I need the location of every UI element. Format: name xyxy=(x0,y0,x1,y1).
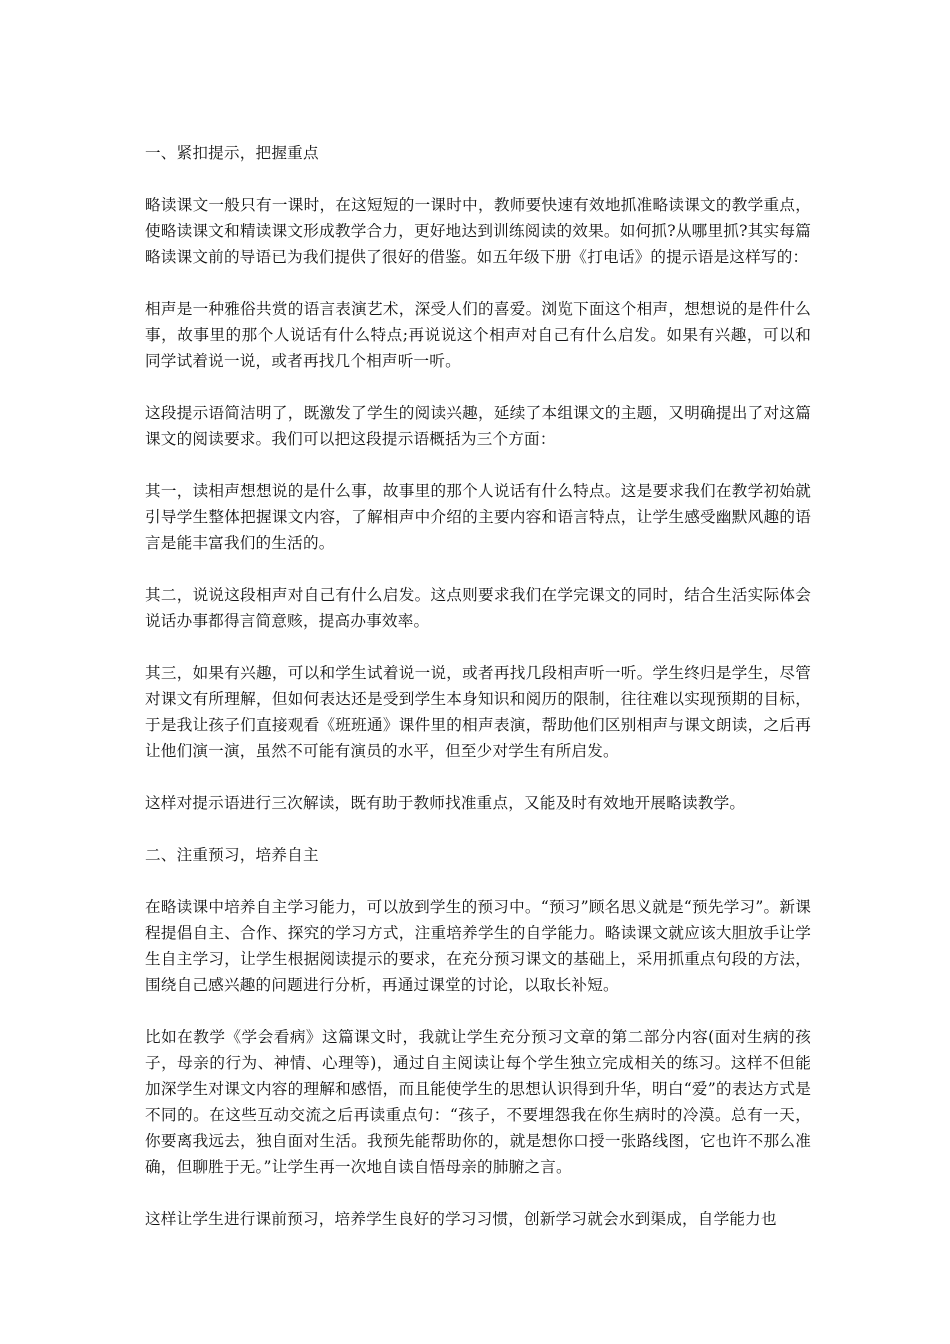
section-heading-1: 一、紧扣提示，把握重点 xyxy=(145,144,319,162)
paragraph: 其三，如果有兴趣，可以和学生试着说一说，或者再找几段相声听一听。学生终归是学生，尽管对课文有所理解，但如何表达还是受到学生本身知识和阅历的限制，往往难以实现预期的目标，于是我让孩子们直接观看《班班通》课件里的相声表演，帮助他们区别相声与课文朗读，之后再让他们演一演，虽然不可能有演员的水平，但至少对学生有所启发。 xyxy=(145,664,811,760)
paragraph: 比如在教学《学会看病》这篇课文时，我就让学生充分预习文章的第二部分内容(面对生病的孩子，母亲的行为、神情、心理等)，通过自主阅读让每个学生独立完成相关的练习。这样不但能加深学生对课文内容的理解和感悟，而且能使学生的思想认识得到升华，明白“爱”的表达方式是不同的。在这些互动交流之后再读重点句：“孩子，不要埋怨我在你生病时的冷漠。总有一天，你要离我远去，独自面对生活。我预先能帮助你的，就是想你口授一张路线图，它也许不那么准确，但聊胜于无。”让学生再一次地自读自悟母亲的肺腑之言。 xyxy=(145,1028,811,1176)
paragraph: 其二，说说这段相声对自己有什么启发。这点则要求我们在学完课文的同时，结合生活实际体会说话办事都得言简意赅，提高办事效率。 xyxy=(145,586,811,630)
paragraph: 相声是一种雅俗共赏的语言表演艺术，深受人们的喜爱。浏览下面这个相声，想想说的是件什么事，故事里的那个人说话有什么特点;再说说这个相声对自己有什么启发。如果有兴趣，可以和同学试着说一说，或者再找几个相声听一听。 xyxy=(145,300,811,370)
paragraph: 其一，读相声想想说的是什么事，故事里的那个人说话有什么特点。这是要求我们在教学初始就引导学生整体把握课文内容，了解相声中介绍的主要内容和语言特点，让学生感受幽默风趣的语言是能丰富我们的生活的。 xyxy=(145,482,811,552)
paragraph: 在略读课中培养自主学习能力，可以放到学生的预习中。“预习”顾名思义就是“预先学习”。新课程提倡自主、合作、探究的学习方式，注重培养学生的自学能力。略读课文就应该大胆放手让学生自主学习，让学生根据阅读提示的要求，在充分预习课文的基础上，采用抓重点句段的方法，围绕自己感兴趣的问题进行分析，再通过课堂的讨论，以取长补短。 xyxy=(145,898,811,994)
paragraph: 这样对提示语进行三次解读，既有助于教师找准重点，又能及时有效地开展略读教学。 xyxy=(145,794,746,812)
paragraph: 这样让学生进行课前预习，培养学生良好的学习习惯，创新学习就会水到渠成，自学能力也 xyxy=(145,1210,777,1228)
document-page xyxy=(145,140,811,1258)
section-heading-2: 二、注重预习，培养自主 xyxy=(145,846,319,864)
paragraph: 略读课文一般只有一课时，在这短短的一课时中，教师要快速有效地抓准略读课文的教学重点，使略读课文和精读课文形成教学合力，更好地达到训练阅读的效果。如何抓?从哪里抓?其实每篇略读课文前的导语已为我们提供了很好的借鉴。如五年级下册《打电话》的提示语是这样写的： xyxy=(145,196,811,266)
paragraph: 这段提示语简洁明了，既激发了学生的阅读兴趣，延续了本组课文的主题，又明确提出了对这篇课文的阅读要求。我们可以把这段提示语概括为三个方面： xyxy=(145,404,811,448)
